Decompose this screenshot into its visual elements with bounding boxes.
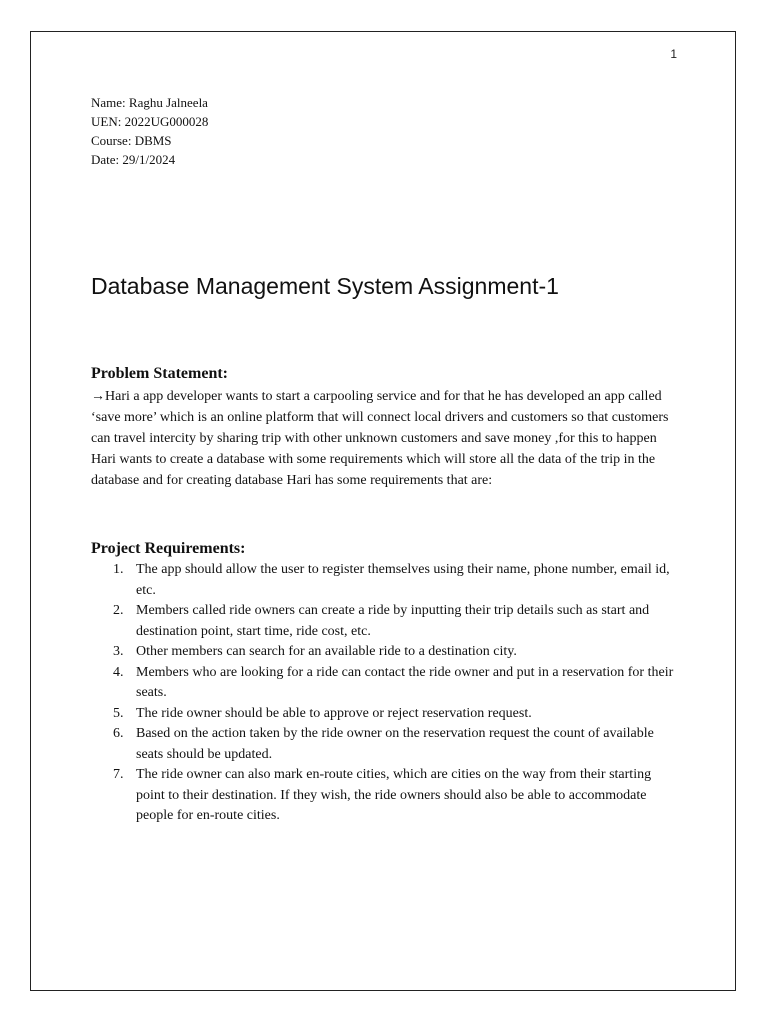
- requirement-text: The app should allow the user to register themselves using their name, phone number, email id, etc.: [136, 562, 670, 598]
- requirement-text: The ride owner should be able to approve or reject reservation request.: [136, 705, 532, 721]
- requirement-text: Members who are looking for a ride can contact the ride owner and put in a reservation for their seats.: [136, 664, 674, 700]
- submission-date: Date: 29/1/2024: [91, 152, 176, 167]
- problem-statement-heading: Problem Statement:: [91, 365, 228, 382]
- student-info: [91, 93, 208, 169]
- student-uen: UEN: 2022UG000028: [91, 114, 209, 129]
- requirement-item: [91, 704, 681, 725]
- requirement-number: 1.: [113, 562, 124, 577]
- document-title: Database Management System Assignment-1: [91, 273, 559, 299]
- requirement-item: [91, 765, 681, 827]
- requirement-number: 5.: [113, 705, 124, 721]
- student-name: Name: Raghu Jalneela: [91, 95, 208, 110]
- document-page: [30, 31, 736, 991]
- requirement-text: Based on the action taken by the ride owner on the reservation request the count of available seats should be updated.: [136, 726, 654, 762]
- requirement-text: Members called ride owners can create a ride by inputting their trip details such as start and destination point, start time, ride cost, etc.: [136, 603, 650, 639]
- requirement-number: 4.: [113, 664, 124, 680]
- requirement-item: [91, 601, 681, 642]
- requirement-number: 3.: [113, 644, 124, 659]
- requirement-item: [91, 642, 681, 663]
- requirements-list: [91, 560, 681, 827]
- requirement-number: 2.: [113, 603, 124, 618]
- requirement-text: The ride owner can also mark en-route cities, which are cities on the way from their starting point to their destination. If they wish, the ride owners should also be able to accommodate people for en-route cities.: [136, 767, 652, 823]
- requirement-item: [91, 560, 681, 601]
- page-number: 1: [670, 47, 677, 61]
- project-requirements-heading: Project Requirements:: [91, 540, 246, 557]
- requirement-number: 7.: [113, 767, 124, 782]
- requirement-item: [91, 663, 681, 704]
- requirement-number: 6.: [113, 726, 124, 741]
- problem-statement-text: →Hari a app developer wants to start a carpooling service and for that he has developed an app called ‘save more’ which is an online platform that will connect local drivers and customers so that customers can travel intercity by sharing trip with other unknown customers and save money ,for this to happen Hari wants to create a database with some requirements which will store all the data of the trip in the database and for creating database Hari has some requirements that are:: [91, 389, 669, 488]
- requirement-text: Other members can search for an available ride to a destination city.: [136, 644, 517, 659]
- course-name: Course: DBMS: [91, 133, 172, 148]
- requirement-item: [91, 724, 681, 765]
